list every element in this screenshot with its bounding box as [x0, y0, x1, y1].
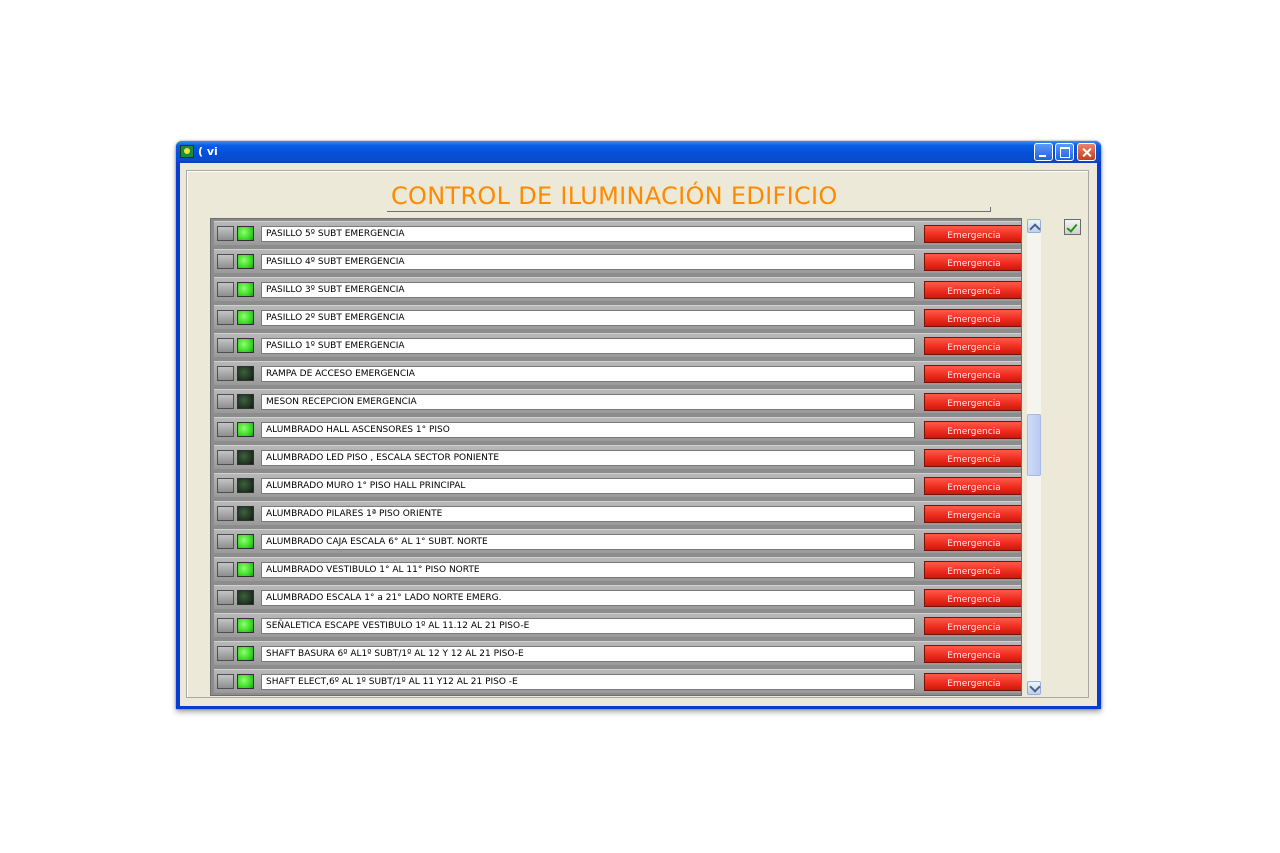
emergency-button[interactable]: Emergencia	[924, 393, 1022, 411]
minimize-button[interactable]	[1034, 143, 1053, 161]
list-item	[214, 305, 1021, 329]
circuit-label: SHAFT ELECT,6º AL 1º SUBT/1º AL 11 Y12 AL 21 PISO -E	[261, 674, 915, 690]
status-led-indicator	[237, 366, 254, 381]
list-item	[214, 613, 1021, 637]
circuit-switch-button[interactable]	[217, 254, 234, 269]
circuit-switch-button[interactable]	[217, 282, 234, 297]
status-led-indicator	[237, 338, 254, 353]
circuit-switch-button[interactable]	[217, 478, 234, 493]
status-led-indicator	[237, 674, 254, 689]
status-led-indicator	[237, 618, 254, 633]
circuit-switch-button[interactable]	[217, 506, 234, 521]
status-led-indicator	[237, 394, 254, 409]
control-panel	[186, 170, 1089, 698]
emergency-button[interactable]: Emergencia	[924, 365, 1022, 383]
list-item	[214, 333, 1021, 357]
emergency-button[interactable]: Emergencia	[924, 449, 1022, 467]
status-led-indicator	[237, 254, 254, 269]
status-led-indicator	[237, 450, 254, 465]
title-bar[interactable]	[176, 141, 1101, 163]
circuit-label: ALUMBRADO PILARES 1ª PISO ORIENTE	[261, 506, 915, 522]
list-scrollbar[interactable]	[1027, 219, 1041, 695]
list-item	[214, 529, 1021, 553]
emergency-button[interactable]: Emergencia	[924, 337, 1022, 355]
circuit-label: PASILLO 4º SUBT EMERGENCIA	[261, 254, 915, 270]
emergency-button[interactable]: Emergencia	[924, 645, 1022, 663]
circuit-switch-button[interactable]	[217, 590, 234, 605]
list-item	[214, 473, 1021, 497]
status-led-indicator	[237, 534, 254, 549]
status-led-indicator	[237, 590, 254, 605]
circuit-label: PASILLO 5º SUBT EMERGENCIA	[261, 226, 915, 242]
circuit-switch-button[interactable]	[217, 646, 234, 661]
list-item	[214, 585, 1021, 609]
circuit-label: ALUMBRADO MURO 1° PISO HALL PRINCIPAL	[261, 478, 915, 494]
emergency-button[interactable]: Emergencia	[924, 533, 1022, 551]
list-item	[214, 669, 1021, 693]
lighting-circuit-list	[210, 218, 1022, 696]
circuit-label: SHAFT BASURA 6º AL1º SUBT/1º AL 12 Y 12 AL 21 PISO-E	[261, 646, 915, 662]
circuit-label: ALUMBRADO LED PISO , ESCALA SECTOR PONIENTE	[261, 450, 915, 466]
list-item	[214, 389, 1021, 413]
emergency-button[interactable]: Emergencia	[924, 309, 1022, 327]
status-led-indicator	[237, 310, 254, 325]
emergency-button[interactable]: Emergencia	[924, 561, 1022, 579]
status-led-indicator	[237, 562, 254, 577]
scroll-down-button[interactable]	[1027, 681, 1041, 695]
circuit-switch-button[interactable]	[217, 562, 234, 577]
circuit-switch-button[interactable]	[217, 310, 234, 325]
emergency-button[interactable]: Emergencia	[924, 281, 1022, 299]
emergency-button[interactable]: Emergencia	[924, 225, 1022, 243]
emergency-button[interactable]: Emergencia	[924, 617, 1022, 635]
circuit-label: RAMPA DE ACCESO EMERGENCIA	[261, 366, 915, 382]
circuit-switch-button[interactable]	[217, 366, 234, 381]
maximize-button[interactable]	[1055, 143, 1074, 161]
circuit-label: PASILLO 3º SUBT EMERGENCIA	[261, 282, 915, 298]
circuit-label: MESON RECEPCION EMERGENCIA	[261, 394, 915, 410]
close-button[interactable]	[1077, 143, 1096, 161]
scroll-up-button[interactable]	[1027, 219, 1041, 233]
circuit-switch-button[interactable]	[217, 422, 234, 437]
circuit-switch-button[interactable]	[217, 674, 234, 689]
circuit-switch-button[interactable]	[217, 338, 234, 353]
main-window	[176, 141, 1101, 709]
status-led-indicator	[237, 646, 254, 661]
list-item	[214, 641, 1021, 665]
list-item	[214, 417, 1021, 441]
chevron-up-icon	[1029, 223, 1040, 234]
status-led-indicator	[237, 506, 254, 521]
list-item	[214, 277, 1021, 301]
title-underline	[387, 211, 991, 212]
circuit-label: ALUMBRADO HALL ASCENSORES 1° PISO	[261, 422, 915, 438]
circuit-label: ALUMBRADO VESTIBULO 1° AL 11° PISO NORTE	[261, 562, 915, 578]
list-item	[214, 249, 1021, 273]
status-led-indicator	[237, 422, 254, 437]
circuit-switch-button[interactable]	[217, 226, 234, 241]
app-icon[interactable]	[180, 145, 194, 158]
circuit-switch-button[interactable]	[217, 534, 234, 549]
list-item	[214, 361, 1021, 385]
circuit-label: PASILLO 1º SUBT EMERGENCIA	[261, 338, 915, 354]
emergency-button[interactable]: Emergencia	[924, 253, 1022, 271]
circuit-switch-button[interactable]	[217, 394, 234, 409]
circuit-label: ALUMBRADO ESCALA 1° a 21° LADO NORTE EMERG.	[261, 590, 915, 606]
list-item	[214, 557, 1021, 581]
chevron-down-icon	[1029, 681, 1040, 692]
emergency-button[interactable]: Emergencia	[924, 673, 1022, 691]
scroll-thumb[interactable]	[1027, 414, 1041, 476]
emergency-button[interactable]: Emergencia	[924, 505, 1022, 523]
status-led-indicator	[237, 282, 254, 297]
emergency-button[interactable]: Emergencia	[924, 589, 1022, 607]
circuit-label: PASILLO 2º SUBT EMERGENCIA	[261, 310, 915, 326]
emergency-button[interactable]: Emergencia	[924, 421, 1022, 439]
window-title: ( vi	[198, 145, 218, 158]
window-client	[180, 163, 1097, 706]
circuit-label: ALUMBRADO CAJA ESCALA 6° AL 1° SUBT. NORTE	[261, 534, 915, 550]
status-led-indicator	[237, 226, 254, 241]
page-title: CONTROL DE ILUMINACIÓN EDIFICIO	[391, 182, 838, 210]
emergency-button[interactable]: Emergencia	[924, 477, 1022, 495]
circuit-label: SEÑALETICA ESCAPE VESTIBULO 1º AL 11.12 AL 21 PISO-E	[261, 618, 915, 634]
circuit-switch-button[interactable]	[217, 450, 234, 465]
confirm-checkmark-button[interactable]	[1064, 219, 1081, 235]
list-item	[214, 501, 1021, 525]
status-led-indicator	[237, 478, 254, 493]
list-item	[214, 445, 1021, 469]
circuit-switch-button[interactable]	[217, 618, 234, 633]
list-item	[214, 221, 1021, 245]
